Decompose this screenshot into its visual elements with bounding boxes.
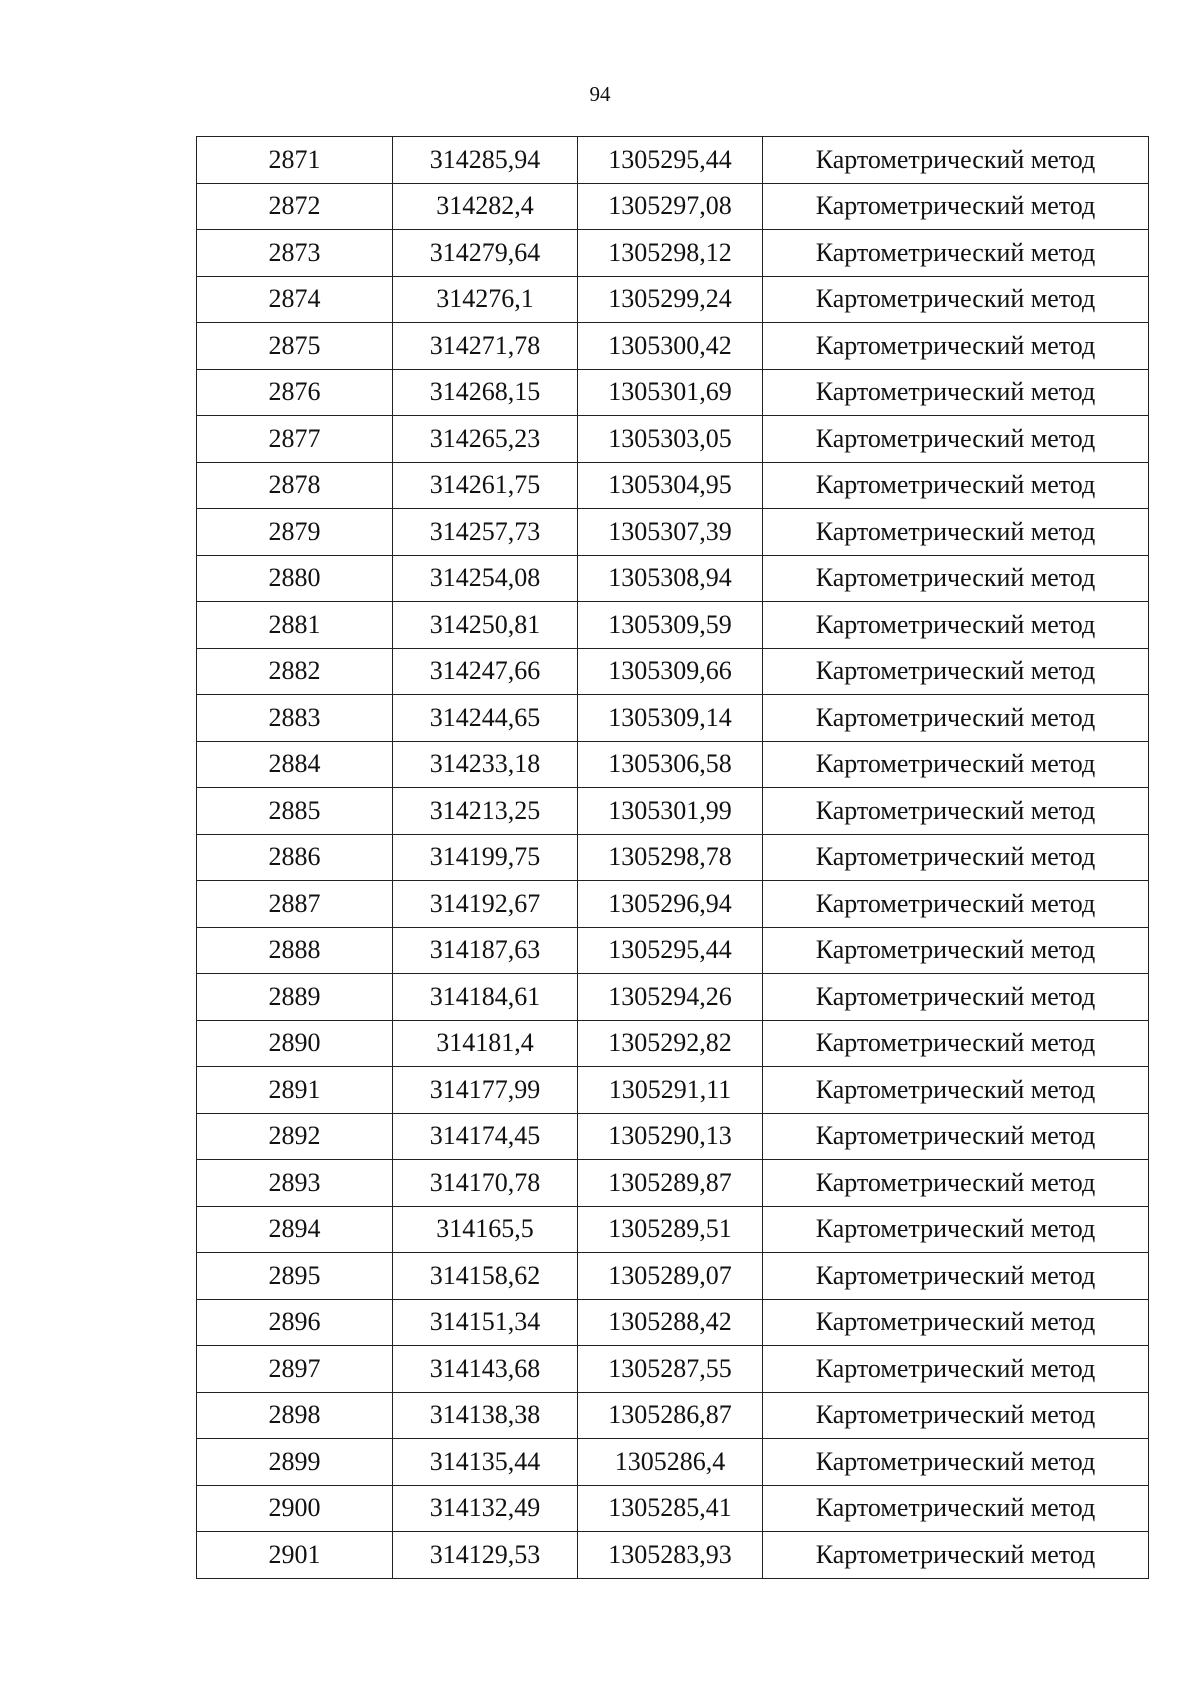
y-coordinate-cell: 1305296,94 [578,881,763,928]
point-number-cell: 2888 [197,927,393,974]
point-number-cell: 2897 [197,1346,393,1393]
y-coordinate-cell: 1305286,87 [578,1392,763,1439]
method-cell: Картометрический метод [763,1206,1149,1253]
table-row [197,416,1149,463]
x-coordinate-cell: 314158,62 [393,1253,578,1300]
method-cell: Картометрический метод [763,1532,1149,1579]
x-coordinate-cell: 314187,63 [393,927,578,974]
table-row [197,183,1149,230]
method-cell: Картометрический метод [763,1253,1149,1300]
y-coordinate-cell: 1305297,08 [578,183,763,230]
x-coordinate-cell: 314276,1 [393,276,578,323]
method-cell: Картометрический метод [763,1439,1149,1486]
table-row [197,1253,1149,1300]
x-coordinate-cell: 314151,34 [393,1299,578,1346]
y-coordinate-cell: 1305309,14 [578,695,763,742]
point-number-cell: 2890 [197,1020,393,1067]
table-row [197,927,1149,974]
point-number-cell: 2901 [197,1532,393,1579]
table-row [197,695,1149,742]
table-row [197,788,1149,835]
table-row [197,974,1149,1021]
y-coordinate-cell: 1305289,87 [578,1160,763,1207]
x-coordinate-cell: 314177,99 [393,1067,578,1114]
point-number-cell: 2886 [197,834,393,881]
method-cell: Картометрический метод [763,416,1149,463]
table-row [197,369,1149,416]
y-coordinate-cell: 1305288,42 [578,1299,763,1346]
method-cell: Картометрический метод [763,1346,1149,1393]
y-coordinate-cell: 1305292,82 [578,1020,763,1067]
method-cell: Картометрический метод [763,1067,1149,1114]
method-cell: Картометрический метод [763,648,1149,695]
point-number-cell: 2892 [197,1113,393,1160]
y-coordinate-cell: 1305307,39 [578,509,763,556]
x-coordinate-cell: 314257,73 [393,509,578,556]
x-coordinate-cell: 314132,49 [393,1485,578,1532]
method-cell: Картометрический метод [763,183,1149,230]
method-cell: Картометрический метод [763,1160,1149,1207]
x-coordinate-cell: 314282,4 [393,183,578,230]
point-number-cell: 2900 [197,1485,393,1532]
point-number-cell: 2873 [197,230,393,277]
x-coordinate-cell: 314265,23 [393,416,578,463]
method-cell: Картометрический метод [763,323,1149,370]
point-number-cell: 2895 [197,1253,393,1300]
x-coordinate-cell: 314129,53 [393,1532,578,1579]
method-cell: Картометрический метод [763,1299,1149,1346]
method-cell: Картометрический метод [763,974,1149,1021]
y-coordinate-cell: 1305309,59 [578,602,763,649]
method-cell: Картометрический метод [763,509,1149,556]
x-coordinate-cell: 314271,78 [393,323,578,370]
y-coordinate-cell: 1305300,42 [578,323,763,370]
point-number-cell: 2884 [197,741,393,788]
x-coordinate-cell: 314165,5 [393,1206,578,1253]
table-row [197,1206,1149,1253]
table-row [197,323,1149,370]
point-number-cell: 2879 [197,509,393,556]
y-coordinate-cell: 1305283,93 [578,1532,763,1579]
table-row [197,1439,1149,1486]
point-number-cell: 2882 [197,648,393,695]
y-coordinate-cell: 1305299,24 [578,276,763,323]
point-number-cell: 2893 [197,1160,393,1207]
y-coordinate-cell: 1305304,95 [578,462,763,509]
point-number-cell: 2891 [197,1067,393,1114]
x-coordinate-cell: 314138,38 [393,1392,578,1439]
point-number-cell: 2883 [197,695,393,742]
y-coordinate-cell: 1305308,94 [578,555,763,602]
method-cell: Картометрический метод [763,462,1149,509]
x-coordinate-cell: 314181,4 [393,1020,578,1067]
method-cell: Картометрический метод [763,834,1149,881]
table-row [197,137,1149,184]
x-coordinate-cell: 314174,45 [393,1113,578,1160]
table-row [197,834,1149,881]
x-coordinate-cell: 314247,66 [393,648,578,695]
table-row [197,462,1149,509]
x-coordinate-cell: 314285,94 [393,137,578,184]
point-number-cell: 2872 [197,183,393,230]
x-coordinate-cell: 314184,61 [393,974,578,1021]
method-cell: Картометрический метод [763,369,1149,416]
point-number-cell: 2875 [197,323,393,370]
x-coordinate-cell: 314244,65 [393,695,578,742]
y-coordinate-cell: 1305290,13 [578,1113,763,1160]
method-cell: Картометрический метод [763,137,1149,184]
x-coordinate-cell: 314233,18 [393,741,578,788]
y-coordinate-cell: 1305298,12 [578,230,763,277]
method-cell: Картометрический метод [763,1020,1149,1067]
x-coordinate-cell: 314199,75 [393,834,578,881]
x-coordinate-cell: 314250,81 [393,602,578,649]
y-coordinate-cell: 1305303,05 [578,416,763,463]
method-cell: Картометрический метод [763,741,1149,788]
x-coordinate-cell: 314213,25 [393,788,578,835]
table-row [197,555,1149,602]
table-row [197,1346,1149,1393]
method-cell: Картометрический метод [763,1392,1149,1439]
table-row [197,1532,1149,1579]
table-row [197,648,1149,695]
point-number-cell: 2885 [197,788,393,835]
y-coordinate-cell: 1305289,07 [578,1253,763,1300]
table-row [197,1160,1149,1207]
table-row [197,1299,1149,1346]
y-coordinate-cell: 1305309,66 [578,648,763,695]
point-number-cell: 2874 [197,276,393,323]
y-coordinate-cell: 1305285,41 [578,1485,763,1532]
table-row [197,509,1149,556]
page-number: 94 [589,82,611,106]
x-coordinate-cell: 314261,75 [393,462,578,509]
y-coordinate-cell: 1305295,44 [578,137,763,184]
y-coordinate-cell: 1305286,4 [578,1439,763,1486]
y-coordinate-cell: 1305306,58 [578,741,763,788]
method-cell: Картометрический метод [763,602,1149,649]
x-coordinate-cell: 314143,68 [393,1346,578,1393]
method-cell: Картометрический метод [763,1485,1149,1532]
point-number-cell: 2889 [197,974,393,1021]
y-coordinate-cell: 1305294,26 [578,974,763,1021]
method-cell: Картометрический метод [763,230,1149,277]
point-number-cell: 2887 [197,881,393,928]
y-coordinate-cell: 1305289,51 [578,1206,763,1253]
method-cell: Картометрический метод [763,927,1149,974]
point-number-cell: 2880 [197,555,393,602]
table-row [197,1485,1149,1532]
table-row [197,276,1149,323]
method-cell: Картометрический метод [763,1113,1149,1160]
table-row [197,1020,1149,1067]
point-number-cell: 2878 [197,462,393,509]
method-cell: Картометрический метод [763,695,1149,742]
y-coordinate-cell: 1305301,69 [578,369,763,416]
table-row [197,741,1149,788]
table-row [197,1113,1149,1160]
y-coordinate-cell: 1305287,55 [578,1346,763,1393]
point-number-cell: 2881 [197,602,393,649]
x-coordinate-cell: 314268,15 [393,369,578,416]
x-coordinate-cell: 314192,67 [393,881,578,928]
method-cell: Картометрический метод [763,555,1149,602]
coordinates-table-body [197,137,1149,1579]
point-number-cell: 2894 [197,1206,393,1253]
x-coordinate-cell: 314254,08 [393,555,578,602]
point-number-cell: 2898 [197,1392,393,1439]
method-cell: Картометрический метод [763,276,1149,323]
y-coordinate-cell: 1305301,99 [578,788,763,835]
y-coordinate-cell: 1305298,78 [578,834,763,881]
table-row [197,1067,1149,1114]
method-cell: Картометрический метод [763,881,1149,928]
point-number-cell: 2876 [197,369,393,416]
table-row [197,881,1149,928]
point-number-cell: 2871 [197,137,393,184]
y-coordinate-cell: 1305295,44 [578,927,763,974]
point-number-cell: 2896 [197,1299,393,1346]
point-number-cell: 2877 [197,416,393,463]
table-row [197,230,1149,277]
method-cell: Картометрический метод [763,788,1149,835]
x-coordinate-cell: 314279,64 [393,230,578,277]
y-coordinate-cell: 1305291,11 [578,1067,763,1114]
x-coordinate-cell: 314170,78 [393,1160,578,1207]
table-row [197,602,1149,649]
point-number-cell: 2899 [197,1439,393,1486]
coordinates-table [196,136,1149,1579]
table-row [197,1392,1149,1439]
x-coordinate-cell: 314135,44 [393,1439,578,1486]
